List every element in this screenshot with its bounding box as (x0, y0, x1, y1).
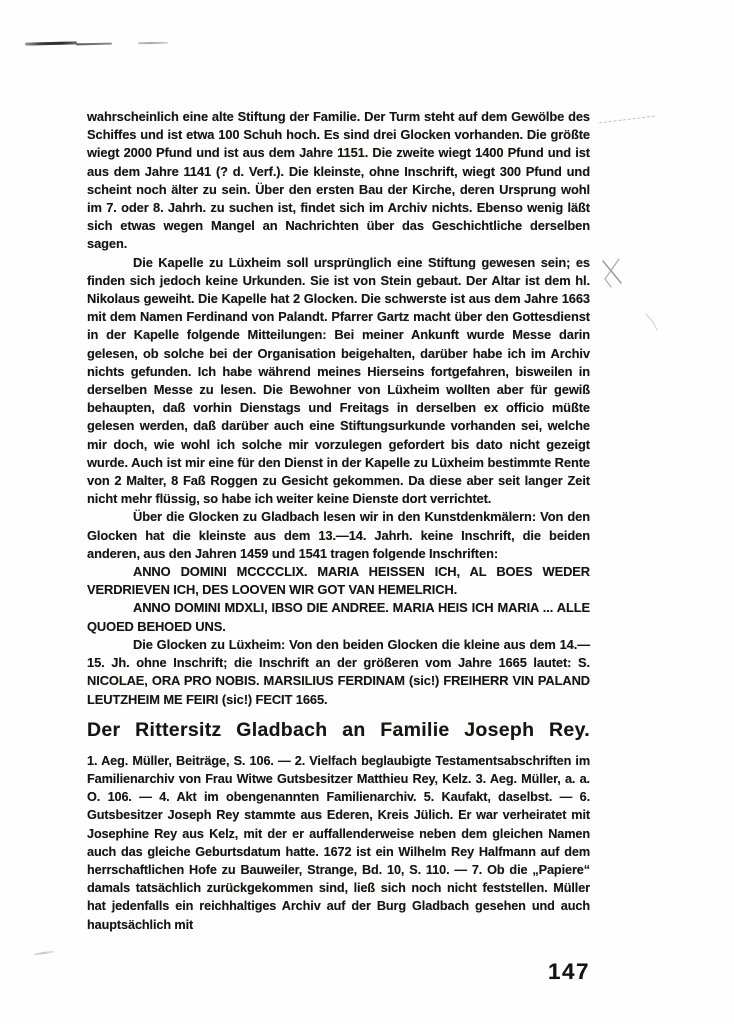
body-paragraph: Die Glocken zu Lüxheim: Von den beiden Glocken die kleine aus dem 14.—15. Jh. ohne Inschrift; die Inschrift an der größeren vom Jahre 1665 lautet: S. NICOLAE, ORA PRO NOBIS. MARSILIUS FERDINAM (sic!) FREIHERR VIN PALAND LEUTZHEIM ME FEIRI (sic!) FECIT 1665. (87, 636, 590, 707)
section-heading: Der Rittersitz Gladbach an Familie Joseph Rey. (87, 718, 590, 741)
text-column (87, 108, 590, 934)
scan-smudge-mark (138, 42, 168, 45)
page-number: 147 (547, 959, 590, 984)
scan-smudge-mark (76, 43, 112, 46)
margin-pencil-x-mark (601, 257, 625, 289)
footnote-block: 1. Aeg. Müller, Beiträge, S. 106. — 2. Vielfach beglaubigte Testamentsabschriften im Familienarchiv von Frau Witwe Gutsbesitzer Matthieu Rey, Kelz. 3. Aeg. Müller, a. a. O. 106. — 4. Akt im obengenannten Familienarchiv. 5. Kaufakt, daselbst. — 6. Gutsbesitzer Joseph Rey stammte aus Ederen, Kreis Jülich. Er war verheiratet mit Josephine Rey aus Kelz, mit der er auffallenderweise neben dem gleichen Namen auch das gleiche Geburtsdatum hatte. 1672 ist ein Wilhelm Rey Halfmann auf dem herrschaftlichen Hofe zu Bauweiler, Strange, Bd. 10, S. 110. — 7. Ob die „Papiere“ damals tatsächlich zurückgekommen sind, ließ sich noch nicht feststellen. Müller hat jedenfalls ein reichhaltiges Archiv auf der Burg Gladbach gesehen und auch hauptsächlich mit (87, 753, 590, 932)
margin-pencil-dash (599, 116, 655, 124)
margin-pencil-tick (644, 308, 660, 332)
body-paragraph: Die Kapelle zu Lüxheim soll ursprünglich eine Stiftung gewesen sein; es finden sich jedoch keine Urkunden. Sie ist von Stein gebaut. Der Altar ist dem hl. Nikolaus geweiht. Die Kapelle hat 2 Glocken. Die schwerste ist aus dem Jahre 1663 mit dem Namen Ferdinand von Palandt. Pfarrer Gartz macht über den Gottesdienst in der Kapelle folgende Mitteilungen: Bei meiner Ankunft wurde Messe darin gelesen, ob solche bei der Organisation beigehalten, darüber habe ich im Archiv nichts gefunden. Ich habe während meines Hierseins fortgefahren, bisweilen in derselben Messe zu lesen. Die Bewohner von Lüxheim wollten aber für gewiß behaupten, daß vorhin Dienstags und Freitags in derselben ex officio müßte gelesen werden, daß darüber auch eine Stiftungsurkunde vorhanden sei, welche mir doch, wie wohl ich solche mir vorzulegen gefordert bis dato nicht gezeigt wurde. Auch ist mir eine für den Dienst in der Kapelle zu Lüxheim bestimmte Rente von 2 Malter, 8 Faß Roggen zu Gesicht gekommen. Da diese aber seit langer Zeit nicht mehr flüssig, so habe ich weiter keine Dienste dort verrichtet. (87, 254, 590, 507)
bell-inscription: ANNO DOMINI MCCCCLIX. MARIA HEISSEN ICH, AL BOES WEDER VERDRIEVEN ICH, DES LOOVEN WIR GOT VAN HEMELRICH. (87, 564, 590, 598)
body-paragraph: wahrscheinlich eine alte Stiftung der Familie. Der Turm steht auf dem Gewölbe des Schiffes und ist etwa 100 Schuh hoch. Es sind drei Glocken vorhanden. Die größte wiegt 2000 Pfund und ist aus dem Jahre 1151. Die zweite wiegt 1400 Pfund und ist aus dem Jahre 1141 (? d. Verf.). Die kleinste, ohne Inschrift, wiegt 300 Pfund und scheint noch älter zu sein. Über den ersten Bau der Kirche, deren Ursprung wohl im 7. oder 8. Jahrh. zu suchen ist, findet sich im Archiv nichts. Ebenso wenig läßt sich etwas wegen Mangel an Nachrichten über das Geschichtliche derselben sagen. (87, 109, 590, 252)
body-paragraph: Über die Glocken zu Gladbach lesen wir in den Kunstdenkmälern: Von den Glocken hat die kleinste aus dem 13.—14. Jahrh. keine Inschrift, die beiden anderen, aus den Jahren 1459 und 1541 tragen folgende Inschriften: (87, 509, 590, 561)
scan-speck (34, 951, 54, 956)
scan-smudge-mark (25, 41, 77, 45)
bell-inscription: ANNO DOMINI MDXLI, IBSO DIE ANDREE. MARIA HEIS ICH MARIA ... ALLE QUOED BEHOED UNS. (87, 600, 590, 634)
